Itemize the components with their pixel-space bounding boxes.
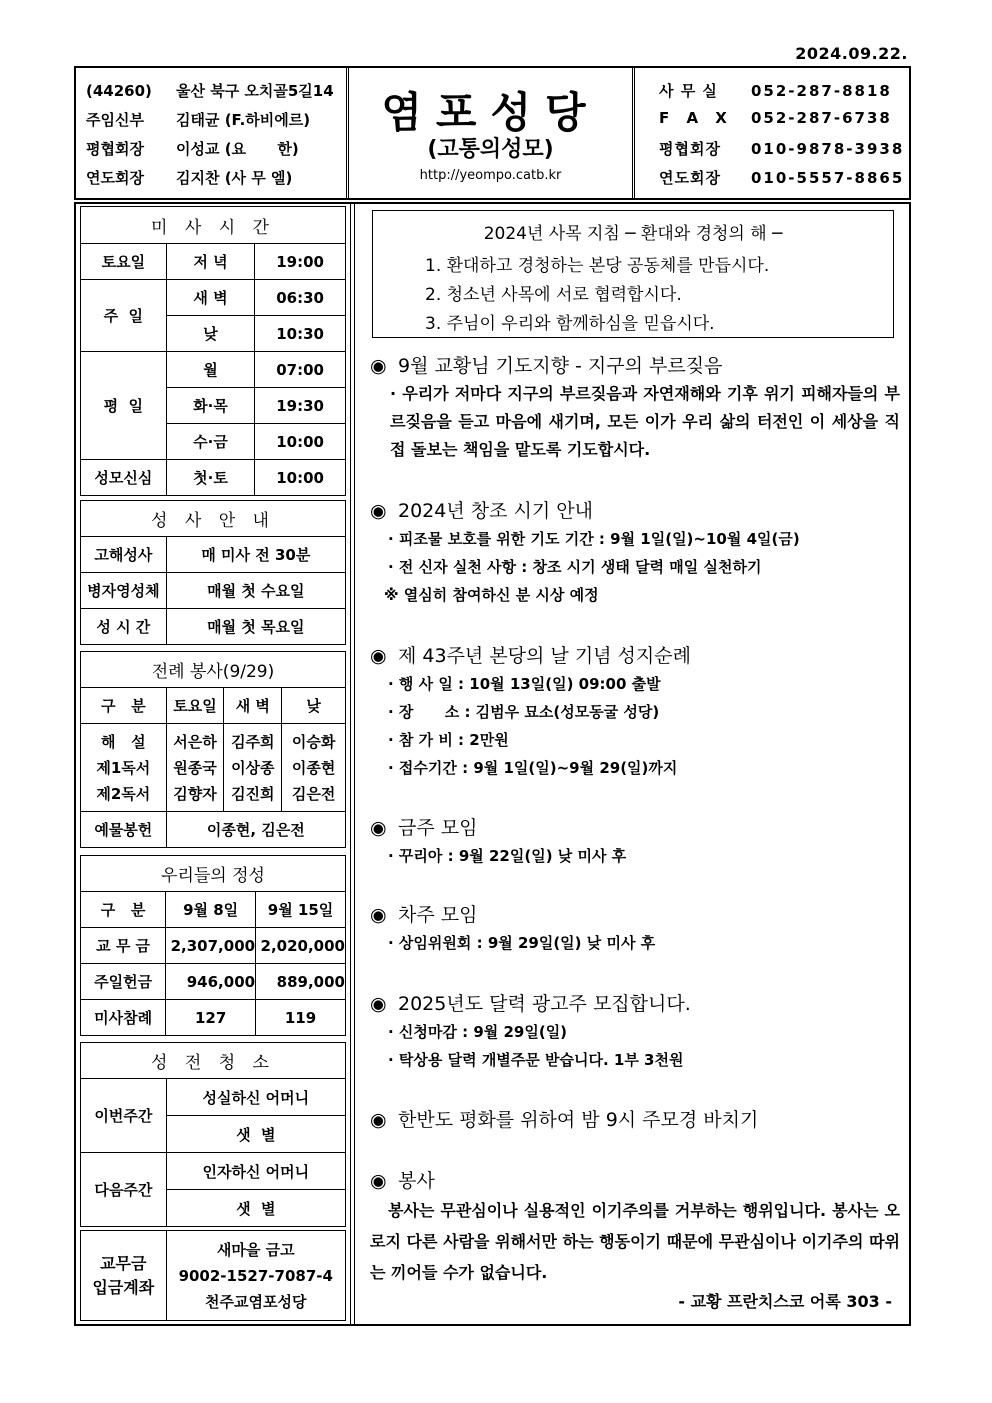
- bullet-icon: ◉: [370, 1170, 387, 1192]
- section-title: 봉사: [398, 1170, 435, 1192]
- section-title: 2024년 창조 시기 안내: [398, 500, 593, 522]
- contact-yeondo: 연도회장 010-5557-8865: [659, 169, 905, 187]
- liturgy-service-table: 전례 봉사(9/29) 구 분 토요일 새 벽 낮 해 설 제1독서 제2독서 서은하 원종국 김향자 김주희 이상종 김진희 이승화 이종현 김은전 예물봉헌 이종현, 김은전: [80, 651, 346, 848]
- offering-title: 우리들의 정성: [81, 856, 346, 892]
- section-this-week-meeting: ◉ 금주 모임 · 꾸리아 : 9월 22일(일) 낮 미사 후: [370, 814, 900, 870]
- bulletin-header: [74, 66, 911, 200]
- section-title: 2025년도 달력 광고주 모집합니다.: [398, 993, 691, 1015]
- offering-table: 우리들의 정성 구 분 9월 8일 9월 15일 교 무 금 2,307,000 2,020,000 주일헌금 946,000 889,000 미사참례 127 119: [80, 855, 346, 1036]
- pastoral-motto-box: [372, 210, 894, 338]
- pastor-row: 주임신부 김태균 (F.하비에르): [86, 111, 311, 129]
- section-pilgrimage: ◉ 제 43주년 본당의 날 기념 성지순례 · 행 사 일 : 10월 13일(일) 09:00 출발 · 장 소 : 김범우 묘소(성모동굴 성당) · 참 가 비 : 2만원 · 접수기간 : 9월 1일(일)~9월 29(일)까지: [370, 642, 900, 782]
- sacrament-table: 성 사 안 내 고해성사 매 미사 전 30분 병자영성체 매월 첫 수요일 성 시 간 매월 첫 목요일: [80, 500, 346, 645]
- motto-item: 2. 청소년 사목에 서로 협력합시다.: [425, 285, 682, 305]
- parish-info: [76, 68, 349, 198]
- bullet-icon: ◉: [370, 1109, 387, 1131]
- section-title: 금주 모임: [398, 817, 478, 839]
- bullet-icon: ◉: [370, 500, 387, 522]
- bullet-icon: ◉: [370, 645, 387, 667]
- quote-source: - 교황 프란치스코 어록 303 -: [678, 1292, 892, 1311]
- motto-item: 3. 주님이 우리와 함께하심을 믿읍시다.: [425, 314, 715, 334]
- section-text: · 우리가 저마다 지구의 부르짖음과 자연재해와 기후 위기 피해자들의 부르짖음을 듣고 마음에 새기며, 모든 이가 우리 삶의 터전인 이 세상을 직접 돌보는 책임을 맡도록 기도합시다.: [390, 384, 900, 459]
- motto-title: 2024년 사목 지침 ─ 환대와 경청의 해 ─: [483, 224, 783, 244]
- account-table: 교무금 입금계좌 새마을 금고 9002-1527-7087-4 천주교염포성당: [80, 1230, 346, 1321]
- mass-times-title: 미 사 시 간: [81, 207, 346, 244]
- cleaning-title: 성 전 청 소: [81, 1043, 346, 1079]
- bullet-icon: ◉: [370, 817, 387, 839]
- section-title: 차주 모임: [398, 904, 478, 926]
- section-title: 9월 교황님 기도지향 - 지구의 부르짖음: [398, 355, 723, 377]
- contact-council: 평협회장 010-9878-3938: [659, 140, 905, 158]
- parish-title-block: [349, 68, 632, 198]
- column-divider: [350, 202, 355, 1326]
- sacrament-title: 성 사 안 내: [81, 501, 346, 537]
- contact-info: [632, 68, 909, 198]
- yeondo-president-row: 연도회장 김지찬 (사 무 엘): [86, 169, 293, 187]
- parish-title: 염포성당: [381, 88, 600, 137]
- parish-url[interactable]: http://yeompo.catb.kr: [419, 168, 562, 183]
- issue-date: 2024.09.22.: [795, 44, 908, 63]
- council-president-row: 평협회장 이성교 (요 한): [86, 140, 299, 158]
- bullet-icon: ◉: [370, 355, 387, 377]
- motto-item: 1. 환대하고 경청하는 본당 공동체를 만듭시다.: [425, 256, 770, 276]
- bullet-icon: ◉: [370, 904, 387, 926]
- mass-times-table: 미 사 시 간 토요일 저 녁 19:00 주 일 새 벽 06:30 낮 10:30 평 일 월 07:00 화·목 19:30 수·금 10:00 성모신심 첫·토 10:00: [80, 206, 346, 496]
- section-prayer-intention: [370, 352, 900, 464]
- contact-office: 사 무 실 052-287-8818: [659, 82, 892, 100]
- contact-fax: F A X 052-287-6738: [659, 109, 892, 127]
- parish-subtitle: (고통의성모): [427, 137, 554, 162]
- address-row: (44260) 울산 북구 오치골5길14: [86, 82, 334, 100]
- section-title: 제 43주년 본당의 날 기념 성지순례: [398, 645, 691, 667]
- section-creation-season: ◉ 2024년 창조 시기 안내 · 피조물 보호를 위한 기도 기간 : 9월 1일(일)~10월 4일(금) · 전 신자 실천 사항 : 창조 시기 생태 달력 매일 실천하기 ※ 열심히 참여하신 분 시상 예정: [370, 497, 900, 609]
- cleaning-table: 성 전 청 소 이번주간 성실하신 어머니 샛 별 다음주간 인자하신 어머니 샛 별: [80, 1042, 346, 1227]
- section-text: 봉사는 무관심이나 실용적인 이기주의를 거부하는 행위입니다. 봉사는 오로지 다른 사람을 위해서만 하는 행동이기 때문에 무관심이나 이기주의 따위는 끼어들 수가 없습니다.: [370, 1201, 900, 1282]
- section-next-week-meeting: ◉ 차주 모임 · 상임위원회 : 9월 29일(일) 낮 미사 후: [370, 901, 900, 957]
- section-service-quote: [370, 1167, 900, 1316]
- bullet-icon: ◉: [370, 993, 387, 1015]
- section-calendar-ads: ◉ 2025년도 달력 광고주 모집합니다. · 신청마감 : 9월 29일(일) · 탁상용 달력 개별주문 받습니다. 1부 3천원: [370, 990, 900, 1074]
- section-title: 한반도 평화를 위하여 밤 9시 주모경 바치기: [398, 1109, 759, 1131]
- liturgy-title: 전례 봉사(9/29): [81, 652, 346, 688]
- section-peace-prayer: [370, 1106, 900, 1134]
